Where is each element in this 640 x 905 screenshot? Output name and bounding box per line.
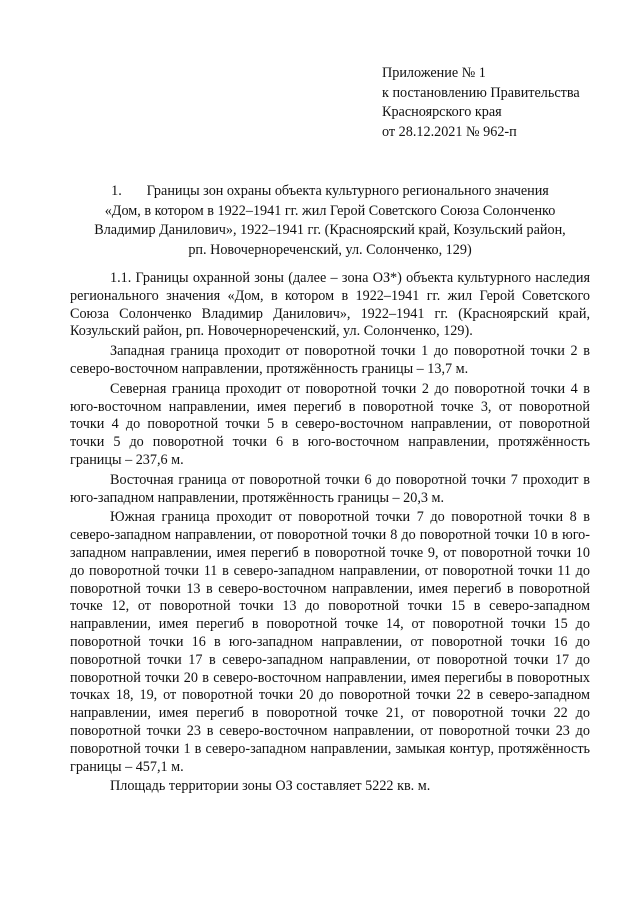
appendix-number: Приложение № 1 (382, 65, 486, 81)
paragraph-zone-area: Площадь территории зоны ОЗ составляет 5222 кв. м. (110, 778, 431, 795)
appendix-region: Красноярского края (382, 104, 502, 120)
heading-line-3: Владимир Данилович», 1922–1941 гг. (Красноярский край, Козульский район, (94, 222, 566, 238)
heading-line-4: рп. Новочернореченский, ул. Солонченко, 129) (188, 241, 472, 258)
paragraph-west-border: Западная граница проходит от поворотной точки 1 до поворотной точки 2 в северо-восточном направлении, протяжённость границы – 13,7 м. (70, 343, 590, 377)
section-heading (70, 182, 590, 260)
paragraph-north-border: Северная граница проходит от поворотной точки 2 до поворотной точки 4 в юго-восточном направлении, имея перегиб в поворотной точке 3, от поворотной точки 4 до поворотной точки 5 в северо-восточном направлении, от поворотной точки 5 до поворотной точки 6 в юго-восточном направлении, протяжённость границы – 237,6 м. (70, 380, 590, 468)
heading-line-2: «Дом, в котором в 1922–1941 гг. жил Герой Советского Союза Солонченко (104, 202, 556, 219)
document-body (70, 270, 590, 798)
heading-line-1: 1. Границы зон охраны объекта культурного регионального значения (111, 183, 549, 199)
paragraph-protection-zone: 1.1. Границы охранной зоны (далее – зона ОЗ*) объекта культурного наследия регионального значения «Дом, в котором в 1922–1941 гг. жил Герой Советского Союза Солонченко Владимир Данилович», 1922–1941 гг. (Красноярский край, Козульский район, рп. Новочернореченский, ул. Солонченко, 129). (70, 270, 590, 340)
paragraph-east-border: Восточная граница от поворотной точки 6 до поворотной точки 7 проходит в юго-западном направлении, протяжённость границы – 20,3 м. (70, 471, 590, 506)
appendix-resolution: к постановлению Правительства (382, 84, 580, 101)
paragraph-south-border: Южная граница проходит от поворотной точки 7 до поворотной точки 8 в северо-западном направлении, от поворотной точки 8 до поворотной точки 10 в юго-западном направлении, имея перегиб в поворотной точке 9, от поворотной точки 10 до поворотной точки 11 в северо-западном направлении, от поворотной точки 11 до поворотной точки 13 в северо-восточном направлении, имея перегиб в поворотной точке 12, от поворотной точки 13 до поворотной точки 15 в северо-западном направлении, имея перегиб в поворотной точке 14, от поворотной точки 15 до поворотной точки 16 в юго-западном направлении, от поворотной точки 16 до поворотной точки 17 в северо-западном направлении, от поворотной точки 17 до поворотной точки 20 в северо-восточном направлении, имея перегибы в поворотных точках 18, 19, от поворотной точки 20 до поворотной точки 22 в северо-западном направлении, имея перегиб в поворотной точке 21, от поворотной точки 22 до поворотной точки 23 в северо-восточном направлении, от поворотной точки 23 до поворотной точки 1 в северо-западном направлении, замыкая контур, протяжённость границы – 457,1 м. (70, 509, 590, 775)
appendix-block (382, 64, 622, 142)
appendix-date-number: от 28.12.2021 № 962-п (382, 123, 517, 140)
